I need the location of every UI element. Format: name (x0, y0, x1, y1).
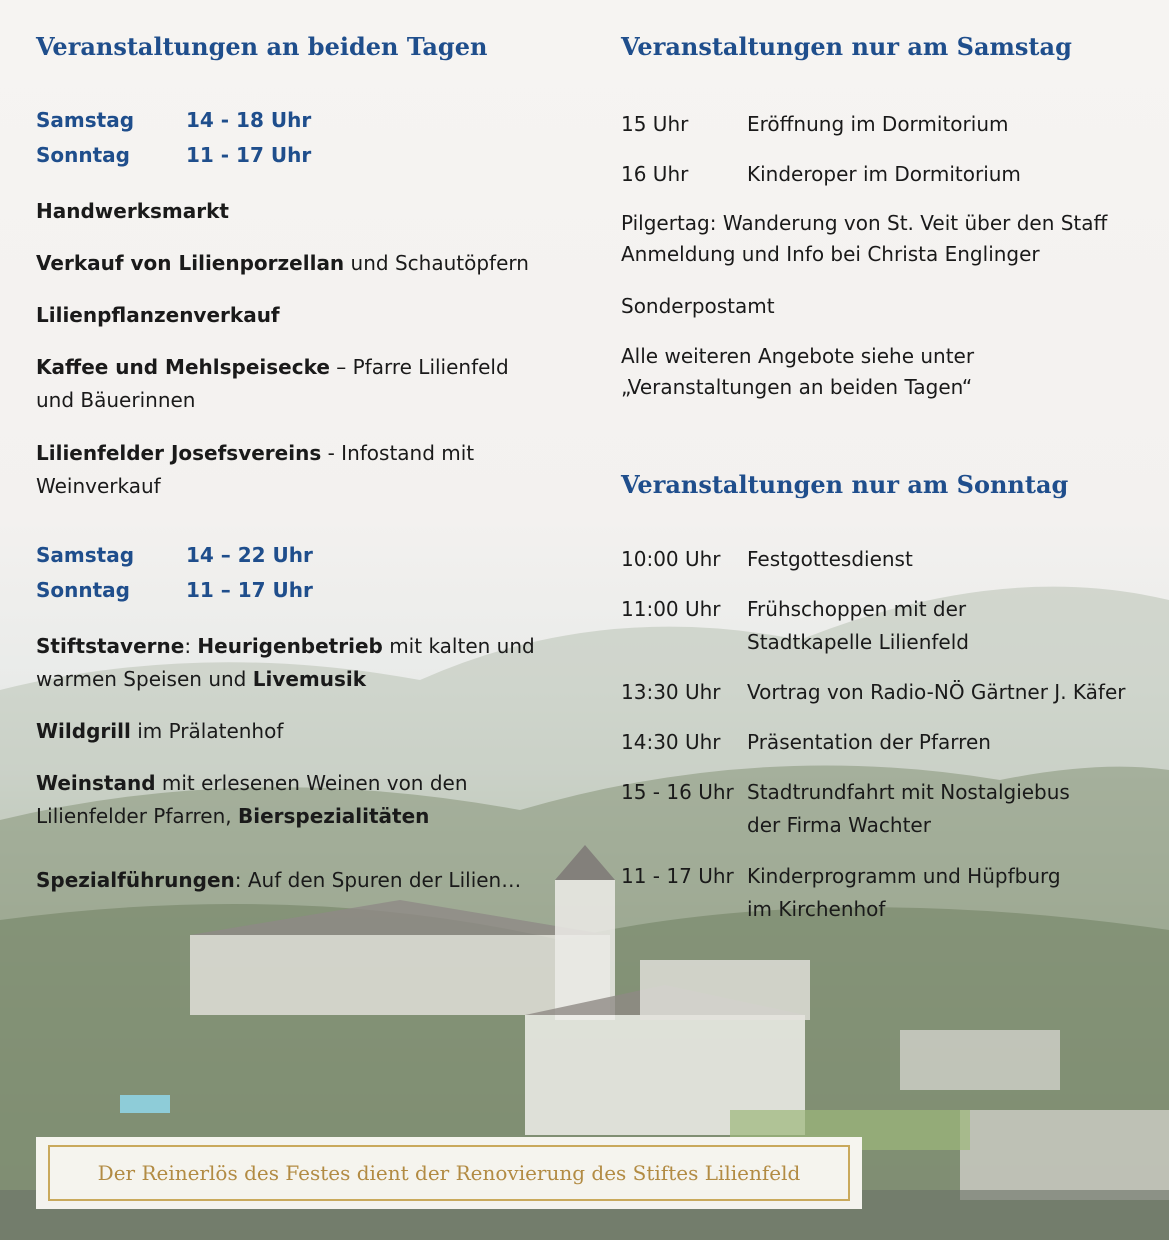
event-desc-line: Präsentation der Pfarren (747, 730, 991, 754)
item-bold: Lilienpflanzenverkauf (36, 303, 280, 327)
event-desc-line: im Kirchenhof (747, 897, 886, 921)
sunday-event (621, 860, 1157, 926)
note-line: Pilgertag: Wanderung von St. Veit über den Staff (621, 211, 1108, 235)
event-time: 15 Uhr (621, 112, 689, 136)
sunday-heading: Veranstaltungen nur am Sonntag (621, 470, 1069, 499)
item-weinstand (36, 767, 468, 833)
weitere-angebote-note (621, 341, 1161, 403)
event-time: 16 Uhr (621, 162, 689, 186)
item-bold: Wildgrill (36, 719, 131, 743)
item-bold: Bierspezialitäten (237, 804, 430, 828)
schedule-day: Sonntag (36, 143, 130, 167)
item-bold: Weinstand (36, 771, 156, 795)
event-time: 10:00 Uhr (621, 547, 721, 571)
item-lilienpflanzen (36, 299, 280, 332)
sunday-event (621, 726, 1157, 759)
event-desc-line: Vortrag von Radio-NÖ Gärtner J. Käfer (747, 680, 1126, 704)
item-lilienporzellan (36, 247, 529, 280)
event-desc-line: Stadtrundfahrt mit Nostalgiebus (747, 780, 1070, 804)
schedule-row (36, 143, 311, 178)
event-desc (747, 543, 1157, 576)
item-bold: Kaffee und Mehlspeisecke (36, 355, 330, 379)
note-line: Anmeldung und Info bei Christa Englinger (621, 242, 1040, 266)
event-time: 11 - 17 Uhr (621, 864, 734, 888)
sunday-event (621, 593, 1157, 659)
event-time: 11:00 Uhr (621, 597, 721, 621)
item-bold: Lilienfelder Josefsvereins (36, 441, 322, 465)
footer-text: Der Reinerlös des Festes dient der Renovierung des Stiftes Lilienfeld (48, 1145, 850, 1201)
schedule-day: Sonntag (36, 578, 130, 602)
sunday-event (621, 676, 1157, 709)
item-bold: Livemusik (252, 667, 367, 691)
item-bold: Stiftstaverne (36, 634, 185, 658)
event-desc: Eröffnung im Dormitorium (747, 112, 1009, 136)
item-text: Lilienfelder Pfarren, (36, 804, 238, 828)
item-wildgrill (36, 715, 283, 748)
item-text: im Prälatenhof (130, 719, 284, 743)
item-bold: Handwerksmarkt (36, 199, 229, 223)
both-days-heading: Veranstaltungen an beiden Tagen (36, 32, 488, 61)
item-text: : (184, 634, 198, 658)
schedule-time: 14 - 18 Uhr (186, 108, 312, 132)
schedule-day: Samstag (36, 108, 135, 132)
sunday-event (621, 776, 1157, 842)
schedule-row (36, 543, 313, 578)
sonderpostamt-note (621, 291, 1161, 322)
sunday-event (621, 543, 1157, 576)
item-josefsverein (36, 437, 474, 503)
item-handwerksmarkt (36, 195, 229, 228)
event-desc-line: Festgottesdienst (747, 547, 913, 571)
event-desc (747, 860, 1157, 926)
schedule-time: 11 - 17 Uhr (186, 143, 312, 167)
item-text: warmen Speisen und (36, 667, 253, 691)
saturday-event (621, 158, 1157, 191)
item-text: – Pfarre Lilienfeld (329, 355, 509, 379)
item-text: Weinverkauf (36, 474, 161, 498)
event-desc (747, 593, 1157, 659)
schedule-time: 11 – 17 Uhr (186, 578, 313, 602)
saturday-heading: Veranstaltungen nur am Samstag (621, 32, 1072, 61)
item-text: und Bäuerinnen (36, 388, 196, 412)
item-bold: Heurigenbetrieb (197, 634, 383, 658)
schedule-time: 14 – 22 Uhr (186, 543, 313, 567)
schedule-row (36, 578, 313, 613)
schedule-day: Samstag (36, 543, 135, 567)
schedule-block-1 (36, 108, 311, 178)
event-desc-line: Frühschoppen mit der (747, 597, 967, 621)
item-bold: Verkauf von Lilienporzellan (36, 251, 345, 275)
schedule-row (36, 108, 311, 143)
event-desc (747, 776, 1157, 842)
event-time: 15 - 16 Uhr (621, 780, 734, 804)
note-line: Sonderpostamt (621, 294, 775, 318)
item-text: mit erlesenen Weinen von den (155, 771, 468, 795)
item-kaffee (36, 351, 509, 417)
saturday-event (621, 108, 1157, 141)
schedule-block-2 (36, 543, 313, 613)
note-line: Alle weiteren Angebote siehe unter (621, 344, 975, 368)
event-desc-line: der Firma Wachter (747, 813, 931, 837)
item-text: mit kalten und (382, 634, 535, 658)
item-spezialfuehrungen (36, 864, 521, 897)
event-desc: Kinderoper im Dormitorium (747, 162, 1021, 186)
event-desc (747, 676, 1157, 709)
note-line: „Veranstaltungen an beiden Tagen“ (621, 375, 973, 399)
event-desc-line: Kinderprogramm und Hüpfburg (747, 864, 1061, 888)
item-text: - Infostand mit (321, 441, 475, 465)
event-desc (747, 726, 1157, 759)
item-bold: Spezialführungen (36, 868, 235, 892)
event-time: 14:30 Uhr (621, 730, 721, 754)
event-desc-line: Stadtkapelle Lilienfeld (747, 630, 969, 654)
item-text: : Auf den Spuren der Lilien… (234, 868, 522, 892)
pilgertag-note (621, 208, 1161, 270)
item-text: und Schautöpfern (344, 251, 529, 275)
event-time: 13:30 Uhr (621, 680, 721, 704)
item-stiftstaverne (36, 630, 535, 696)
footer-banner (36, 1137, 862, 1209)
